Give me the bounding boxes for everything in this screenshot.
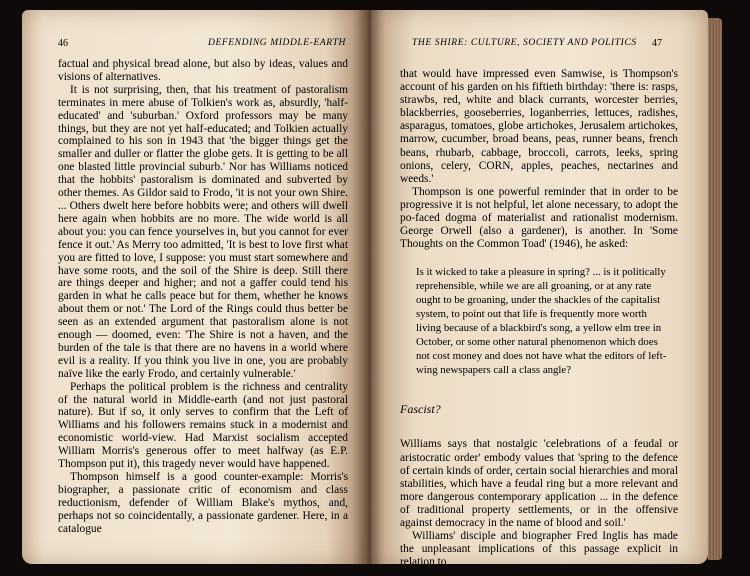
book-gutter bbox=[352, 10, 386, 564]
right-running-head: THE SHIRE: CULTURE, SOCIETY AND POLITICS bbox=[412, 38, 637, 48]
right-paragraph-4: Williams' disciple and biographer Fred Inglis has made the unpleasant implications of this passage explicit in relation to bbox=[400, 530, 678, 569]
right-paragraph-3: Williams says that nostalgic 'celebrations of a feudal or aristocratic order' embody values that 'spring to the defence of certain kinds of order, certain social hierarchies and moral stabilities, which have a feudal ring but a more relevant and more dangerous contemporary application ... in the defence of traditional property settlements, or in the offensive against democracy in the name of blood and soil.' bbox=[400, 438, 678, 529]
left-paragraph-2: It is not surprising, then, that his treatment of pastoralism terminates in mere abuse of Tolkien's work as, absurdly, 'half-educated' and 'suburban.' Oxford professors may be many things, but they are not yet half-educated; and Tolkien actually complained to his son in 1943 that 'the bigger things get the smaller and duller or flatter the globe gets. It is getting to be all one blasted little provincial suburb.' Nor has Williams noticed that the hobbits' pastoralism is dominated and subverted by other themes. As Gildor said to Frodo, 'it is not your own Shire. ... Others dwelt here before hobbits were; and others will dwell here again when hobbits are no more. The wide world is all about you: you can fence yourselves in, but you cannot for ever fence it out.' As Merry too admitted, 'It is best to love first what you are fitted to love, I suppose: you must start somewhere and have some roots, and the soil of the Shire is deep. Still there are things deeper and higher; and not a gaffer could tend his garden in what he calls peace but for them, whether he knows about them or not.' The Lord of the Rings could thus better be seen as an extended argument that pastoralism alone is not enough — doomed, even: 'The Shire is not a haven, and the burden of the tale is that there are no havens in a world where evil is a reality. If you think you live in one, you are probably naïve like the early Frodo, and certainly vulnerable.' bbox=[58, 83, 348, 380]
left-running-head: DEFENDING MIDDLE-EARTH bbox=[208, 38, 347, 48]
right-page-text bbox=[400, 68, 678, 569]
left-paragraph-4: Thompson himself is a good counter-example: Morris's biographer, a passionate critic of economism and class reductionism, defender of William Blake's mythos, and, perhaps not so coincidentally, a passionate gardener. Here, in a catalogue bbox=[58, 471, 348, 535]
right-paragraph-2: Thompson is one powerful reminder that in order to be progressive it is not helpful, let alone necessary, to adopt the po-faced dogma of materialist and rationalist modernism. George Orwell (also a gardener), is another. In 'Some Thoughts on the Common Toad' (1946), he asked: bbox=[400, 185, 678, 251]
block-quote: Is it wicked to take a pleasure in spring? ... is it politically reprehensible, while we are all groaning, or at any rate ought to be groaning, under the shackles of the capitalist system, to point out that life is frequently more worth living because of a blackbird's song, a yellow elm tree in October, or some other natural phenomenon which does not cost money and does not have what the editors of left-wing newspapers call a class angle? bbox=[416, 266, 667, 377]
right-paragraph-1: that would have impressed even Samwise, is Thompson's account of his garden on his fiftieth birthday: 'there is: rasps, strawbs, red, white and black currants, worcester berries, blackberries, gooseberries, loganberries, lettuces, radishes, asparagus, tomatoes, globe artichokes, Jerusalem artichokes, marrow, cucumber, broad beans, peas, runner beans, french beans, rhubarb, cabbage, broccoli, carrots, leeks, spring onions, celery, CORN, apples, peaches, nectarines and weeds.' bbox=[400, 68, 678, 185]
left-page-number: 46 bbox=[58, 38, 68, 49]
section-heading: Fascist? bbox=[400, 402, 441, 417]
left-page-text bbox=[58, 58, 348, 536]
page-edges bbox=[708, 18, 722, 560]
left-paragraph-3: Perhaps the political problem is the richness and centrality of the natural world in Middle-earth (and not just pastoral nature). But if so, it only serves to confirm that the Left of Williams and his followers remains stuck in a modernist and economistic world-view. Had Marxist socialism accepted William Morris's generous offer to meet halfway (as E.P. Thompson put it), this tragedy never would have happened. bbox=[58, 380, 348, 471]
right-page-number: 47 bbox=[652, 38, 662, 49]
left-paragraph-1: factual and physical bread alone, but also by ideas, values and visions of alternatives. bbox=[58, 58, 348, 83]
